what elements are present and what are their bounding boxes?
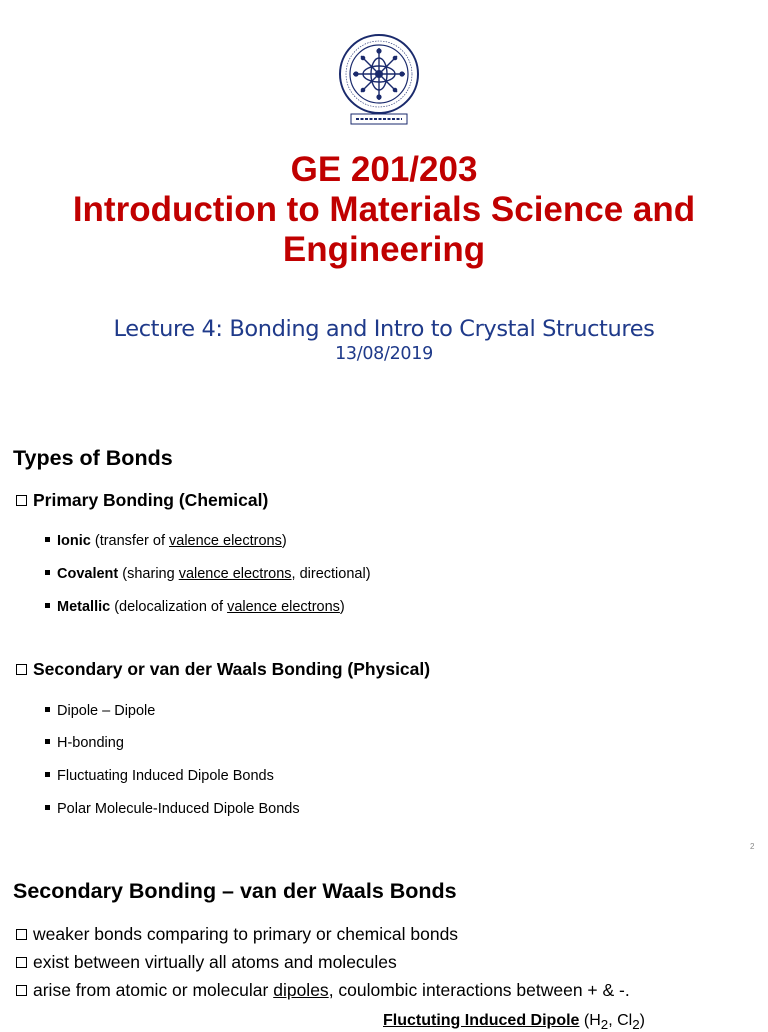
valence-electrons-link[interactable]: valence electrons [227, 599, 340, 615]
institute-logo [337, 34, 421, 128]
course-code: GE 201/203 [290, 150, 478, 189]
list-item: H-bonding [45, 735, 124, 751]
list-item: Metallic (delocalization of valence electrons ) [45, 599, 345, 615]
bullet-icon [45, 537, 50, 542]
list-item: arise from atomic or molecular dipoles , coulombic interactions between + & -. [16, 980, 630, 1001]
types-heading: Types of Bonds [13, 446, 173, 470]
course-title-line2: Engineering [282, 230, 486, 269]
checkbox-icon [16, 957, 27, 968]
checkbox-icon [16, 929, 27, 940]
bullet-icon [45, 739, 50, 744]
list-item: weaker bonds comparing to primary or chemical bonds [16, 924, 458, 945]
checkbox-icon [16, 664, 27, 675]
lecture-title: Lecture 4: Bonding and Intro to Crystal Structures [113, 316, 655, 342]
dipoles-link[interactable]: dipoles [273, 980, 329, 1000]
list-item: Fluctuating Induced Dipole Bonds [45, 768, 274, 784]
title-block [0, 150, 768, 270]
bullet-icon [45, 805, 50, 810]
secondary-bonding-heading: Secondary Bonding – van der Waals Bonds [13, 879, 457, 903]
bullet-icon [45, 570, 50, 575]
list-item: Covalent (sharing valence electrons , directional) [45, 566, 371, 582]
list-item: exist between virtually all atoms and molecules [16, 952, 397, 973]
checkbox-icon [16, 495, 27, 506]
checkbox-icon [16, 985, 27, 996]
valence-electrons-link[interactable]: valence electrons [169, 533, 282, 549]
valence-electrons-link[interactable]: valence electrons [178, 566, 292, 582]
fluctuating-dipole-label: Fluctuting Induced Dipole ($H_2$, $Cl_2$) [383, 1012, 645, 1032]
bullet-icon [45, 772, 50, 777]
bullet-icon [45, 603, 50, 608]
bullet-icon [45, 707, 50, 712]
primary-heading: Primary Bonding (Chemical) [16, 490, 268, 511]
list-item: Polar Molecule-Induced Dipole Bonds [45, 801, 300, 817]
list-item: Ionic (transfer of valence electrons ) [45, 533, 287, 549]
list-item: Dipole – Dipole [45, 703, 155, 719]
course-title-line1: Introduction to Materials Science and [72, 190, 696, 229]
lecture-date: 13/08/2019 [335, 344, 433, 364]
secondary-heading: Secondary or van der Waals Bonding (Physical) [16, 659, 430, 680]
page-number: 2 [750, 842, 755, 851]
